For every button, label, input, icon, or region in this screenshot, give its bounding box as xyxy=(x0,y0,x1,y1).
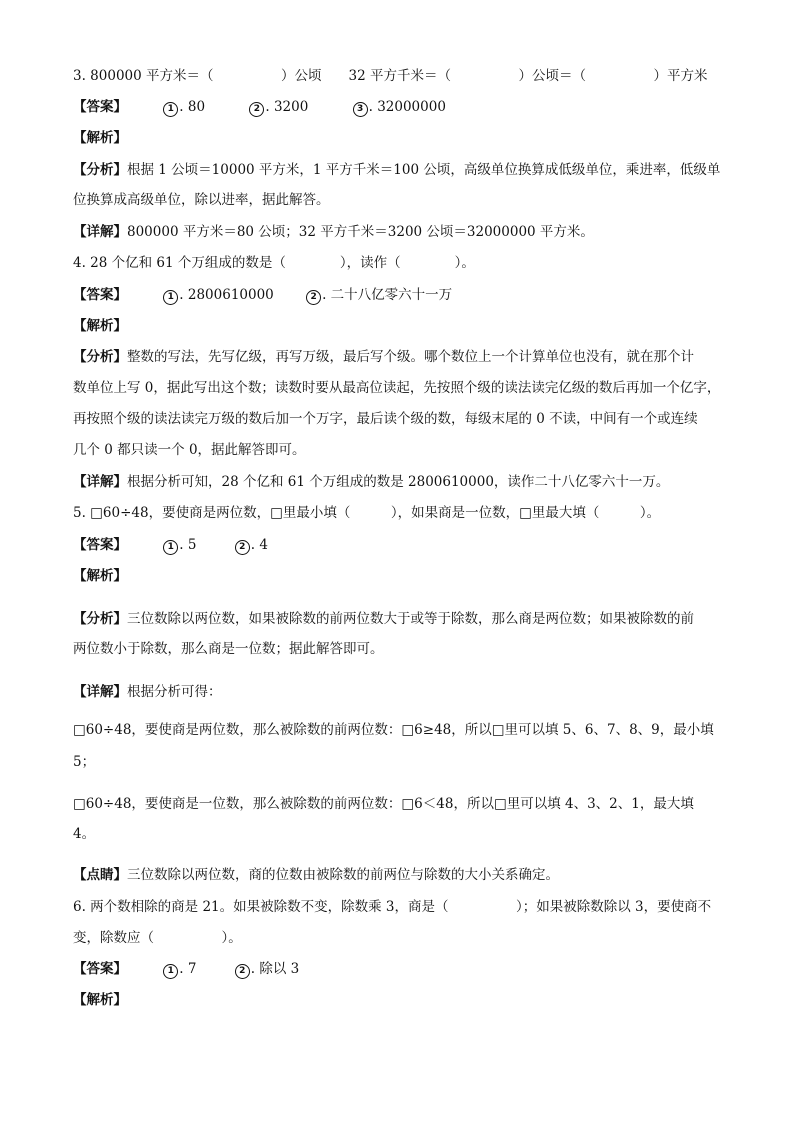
q3-xiangjie xyxy=(73,222,594,242)
answer-value: . 除以 3 xyxy=(250,961,300,977)
answer-value: . 7 xyxy=(179,961,197,977)
q3-jiexi-tag: 【解析】 xyxy=(73,130,127,146)
q6-question-l1: 6. 两个数相除的商是 21。如果被除数不变，除数乘 3，商是（ ）；如果被除数除以 3，要使商不 xyxy=(73,899,712,915)
q6-answer-line xyxy=(73,959,299,979)
answer-value: . 3200 xyxy=(265,99,309,115)
fenxi-text: 整数的写法，先写亿级，再写万级，最后写个级。哪个数位上一个计算单位也没有，就在那个计 xyxy=(127,349,694,365)
q4-xiangjie xyxy=(73,472,669,492)
answer-value: . 2800610000 xyxy=(179,287,274,303)
q5-fenxi-l1 xyxy=(73,609,694,629)
q4-jiexi-tag: 【解析】 xyxy=(73,318,127,334)
q6-question-l2: 变，除数应（ ）。 xyxy=(73,930,242,946)
q4-answer-line xyxy=(73,285,452,305)
q4-fenxi-l4: 几个 0 都只读一个 0，据此解答即可。 xyxy=(73,442,306,458)
circle-number-icon: 1 xyxy=(163,102,178,117)
q5-para2-l2: 4。 xyxy=(73,826,96,842)
circle-number-icon: 2 xyxy=(306,290,321,305)
xiangjie-text: 800000 平方米＝80 公顷；32 平方千米＝3200 公顷＝32000000 平方米。 xyxy=(127,224,594,240)
circle-number-icon: 3 xyxy=(353,102,368,117)
xiangjie-text: 根据分析可知，28 个亿和 61 个万组成的数是 2800610000，读作二十八亿零六十一万。 xyxy=(127,474,670,490)
xiangjie-text: 根据分析可得： xyxy=(127,684,222,700)
circle-number-icon: 2 xyxy=(235,964,250,979)
answer-tag: 【答案】 xyxy=(73,537,127,553)
q5-fenxi-l2: 两位数小于除数，那么商是一位数；据此解答即可。 xyxy=(73,641,384,657)
fenxi-text: 根据 1 公顷＝10000 平方米，1 平方千米＝100 公顷，高级单位换算成低级单位，乘进率，低级单 xyxy=(127,162,721,178)
fenxi-text: 三位数除以两位数，如果被除数的前两位数大于或等于除数，那么商是两位数；如果被除数的前 xyxy=(127,611,694,627)
fenxi-tag: 【分析】 xyxy=(73,611,127,627)
q3-fenxi-l2: 位换算成高级单位，除以进率，据此解答。 xyxy=(73,192,330,208)
q3-question: 3. 800000 平方米＝（ ）公顷 32 平方千米＝（ ）公顷＝（ ）平方米 xyxy=(73,68,708,84)
circle-number-icon: 1 xyxy=(163,964,178,979)
q5-para1-l2: 5； xyxy=(73,754,96,770)
q4-fenxi-l3: 再按照个级的读法读完万级的数后加一个万字，最后读个级的数，每级末尾的 0 不读，中间有一个或连续 xyxy=(73,411,698,427)
q3-answer-line xyxy=(73,97,446,117)
fenxi-tag: 【分析】 xyxy=(73,349,127,365)
xiangjie-tag: 【详解】 xyxy=(73,224,127,240)
q6-jiexi-tag: 【解析】 xyxy=(73,992,127,1008)
answer-value: . 32000000 xyxy=(368,99,446,115)
answer-value: . 4 xyxy=(250,537,268,553)
answer-value: . 5 xyxy=(179,537,197,553)
answer-tag: 【答案】 xyxy=(73,961,127,977)
answer-value: . 80 xyxy=(179,99,206,115)
xiangjie-tag: 【详解】 xyxy=(73,474,127,490)
fenxi-tag: 【分析】 xyxy=(73,162,127,178)
circle-number-icon: 1 xyxy=(163,540,178,555)
q5-para1-l1: □60÷48，要使商是两位数，那么被除数的前两位数：□6≥48，所以□里可以填 5、6、7、8、9，最小填 xyxy=(73,722,714,738)
q5-question: 5. □60÷48，要使商是两位数，□里最小填（ ），如果商是一位数，□里最大填（ ）。 xyxy=(73,505,661,521)
dianjing-tag: 【点睛】 xyxy=(73,867,127,883)
dianjing-text: 三位数除以两位数，商的位数由被除数的前两位与除数的大小关系确定。 xyxy=(127,867,559,883)
q5-xiangjie xyxy=(73,682,222,702)
circle-number-icon: 2 xyxy=(249,102,264,117)
q5-answer-line xyxy=(73,535,268,555)
q5-dianjing xyxy=(73,865,559,885)
q4-question: 4. 28 个亿和 61 个万组成的数是（ ），读作（ ）。 xyxy=(73,255,475,271)
circle-number-icon: 2 xyxy=(235,540,250,555)
xiangjie-tag: 【详解】 xyxy=(73,684,127,700)
q4-fenxi-l1 xyxy=(73,347,694,367)
answer-tag: 【答案】 xyxy=(73,99,127,115)
q4-fenxi-l2: 数单位上写 0，据此写出这个数；读数时要从最高位读起，先按照个级的读法读完亿级的数后再加一个亿字， xyxy=(73,380,721,396)
q3-fenxi-l1 xyxy=(73,160,720,180)
circle-number-icon: 1 xyxy=(163,290,178,305)
q5-jiexi-tag: 【解析】 xyxy=(73,568,127,584)
answer-value: . 二十八亿零六十一万 xyxy=(322,287,453,303)
q5-para2-l1: □60÷48，要使商是一位数，那么被除数的前两位数：□6＜48，所以□里可以填 4、3、2、1，最大填 xyxy=(73,796,694,812)
answer-tag: 【答案】 xyxy=(73,287,127,303)
